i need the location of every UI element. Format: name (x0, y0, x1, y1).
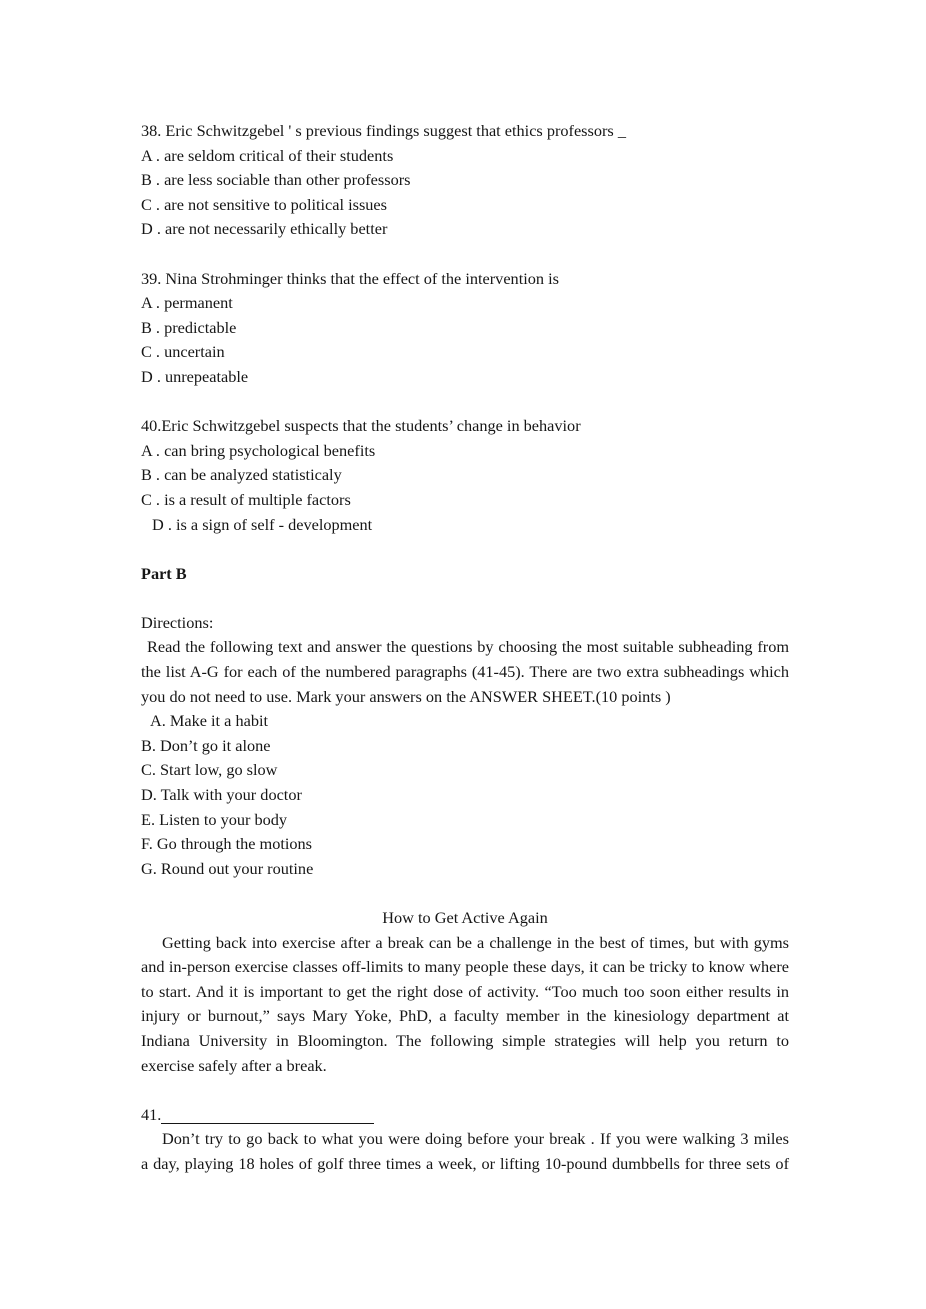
question-40 (141, 414, 789, 537)
question-40-option-d: D . is a sign of self - development (152, 514, 373, 534)
question-39-option-c: C . uncertain (141, 342, 225, 362)
passage-line: injury or burnout,” says Mary Yoke, PhD, a faculty member in the kinesiology department at (141, 1006, 789, 1026)
part-b-directions (141, 611, 789, 709)
subheading-d: D. Talk with your doctor (141, 785, 302, 805)
question-38-option-a: A . are seldom critical of their students (141, 145, 394, 165)
answer-blank-rule (161, 1122, 374, 1124)
question-39-stem: 39. Nina Strohminger thinks that the effect of the intervention is (141, 268, 559, 288)
subheading-c: C. Start low, go slow (141, 760, 278, 780)
question-39-option-a: A . permanent (141, 293, 233, 313)
passage-title: How to Get Active Again (382, 908, 548, 927)
subheading-f: F. Go through the motions (141, 834, 313, 854)
paragraph-41-number: 41. (141, 1104, 162, 1124)
subheading-a: A. Make it a habit (150, 711, 269, 731)
question-39 (141, 267, 789, 390)
directions-line: the list A-G for each of the numbered paragraphs (41-45). There are two extra subheadings which (141, 662, 789, 682)
paragraph-41-line: a day, playing 18 holes of golf three times a week, or lifting 10-pound dumbbells for three sets of (141, 1153, 789, 1173)
question-39-option-b: B . predictable (141, 317, 237, 337)
question-38-option-c: C . are not sensitive to political issues (141, 194, 387, 214)
directions-label: Directions: (141, 612, 214, 632)
subheading-g: G. Round out your routine (141, 858, 314, 878)
question-40-option-b: B . can be analyzed statisticaly (141, 465, 342, 485)
paragraph-41-number-line (141, 1103, 789, 1128)
passage-line: to start. And it is important to get the right dose of activity. “Too much too soon either results in (141, 981, 789, 1001)
question-40-option-a: A . can bring psychological benefits (141, 440, 376, 460)
question-38-option-d: D . are not necessarily ethically better (141, 219, 388, 239)
paragraph-41-line: Don’t try to go back to what you were doing before your break . If you were walking 3 miles (162, 1129, 789, 1149)
part-b-heading: Part B (141, 563, 187, 583)
passage-line: Getting back into exercise after a break can be a challenge in the best of times, but with gyms (162, 932, 789, 952)
passage-line: Indiana University in Bloomington. The following simple strategies will help you return to (141, 1030, 789, 1050)
question-40-stem: 40.Eric Schwitzgebel suspects that the students’ change in behavior (141, 416, 581, 436)
subheading-b: B. Don’t go it alone (141, 735, 271, 755)
subheading-list (141, 709, 789, 881)
question-38 (141, 119, 789, 242)
question-40-option-c: C . is a result of multiple factors (141, 489, 351, 509)
question-38-stem: 38. Eric Schwitzgebel ' s previous findings suggest that ethics professors _ (141, 121, 626, 140)
passage-intro-paragraph (141, 931, 789, 1079)
subheading-e: E. Listen to your body (141, 809, 288, 829)
directions-line: you do not need to use. Mark your answers on the ANSWER SHEET.(10 points ) (141, 686, 671, 706)
directions-line: Read the following text and answer the questions by choosing the most suitable subheading from (147, 637, 789, 657)
paragraph-41 (141, 1103, 789, 1177)
question-39-option-d: D . unrepeatable (141, 366, 249, 386)
passage-line: exercise safely after a break. (141, 1055, 327, 1075)
question-38-option-b: B . are less sociable than other professors (141, 170, 411, 190)
passage-line: and in-person exercise classes off-limits to many people these days, it can be tricky to know where (141, 957, 789, 977)
